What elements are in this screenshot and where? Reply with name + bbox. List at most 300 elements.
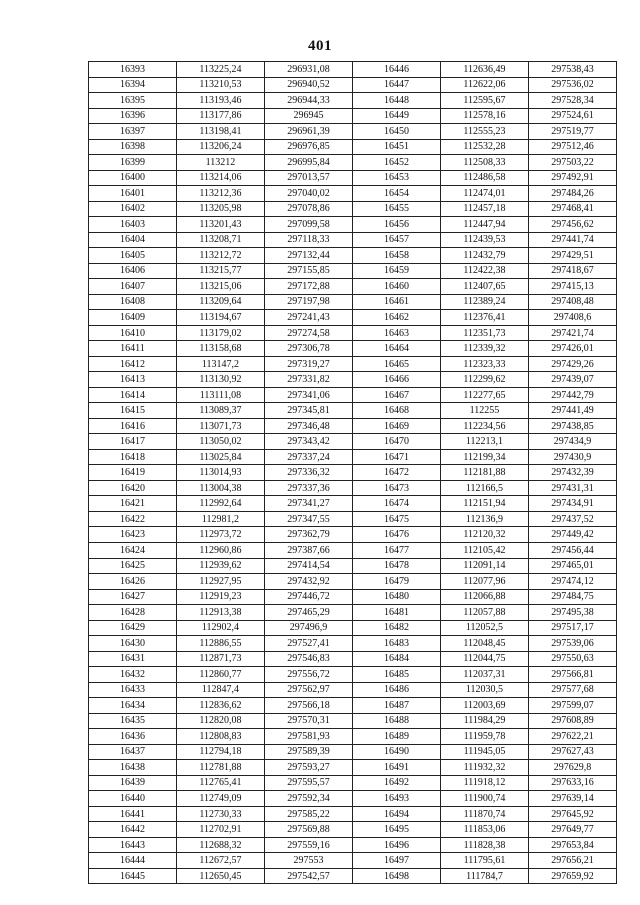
point-number-cell: 16406: [89, 263, 177, 279]
y-coordinate-cell: 297408,48: [529, 294, 617, 310]
point-number-cell: 16412: [89, 356, 177, 372]
y-coordinate-cell: 297421,74: [529, 325, 617, 341]
x-coordinate-cell: 112151,94: [441, 496, 529, 512]
point-number-cell: 16425: [89, 558, 177, 574]
x-coordinate-cell: 113111,08: [177, 387, 265, 403]
table-row: [89, 449, 617, 465]
y-coordinate-cell: 297553: [265, 853, 353, 869]
x-coordinate-cell: 113194,67: [177, 310, 265, 326]
y-coordinate-cell: 297432,39: [529, 465, 617, 481]
table-row: [89, 186, 617, 202]
table-row: [89, 760, 617, 776]
x-coordinate-cell: 112351,73: [441, 325, 529, 341]
x-coordinate-cell: 112323,33: [441, 356, 529, 372]
table-row: [89, 434, 617, 450]
point-number-cell: 16489: [353, 729, 441, 745]
y-coordinate-cell: 297566,81: [529, 667, 617, 683]
y-coordinate-cell: 297528,34: [529, 93, 617, 109]
x-coordinate-cell: 113210,53: [177, 77, 265, 93]
point-number-cell: 16414: [89, 387, 177, 403]
y-coordinate-cell: 297581,93: [265, 729, 353, 745]
y-coordinate-cell: 297434,9: [529, 434, 617, 450]
x-coordinate-cell: 112181,88: [441, 465, 529, 481]
x-coordinate-cell: 112044,75: [441, 651, 529, 667]
y-coordinate-cell: 297241,43: [265, 310, 353, 326]
point-number-cell: 16454: [353, 186, 441, 202]
x-coordinate-cell: 112919,23: [177, 589, 265, 605]
y-coordinate-cell: 297536,02: [529, 77, 617, 93]
point-number-cell: 16453: [353, 170, 441, 186]
x-coordinate-cell: 111795,61: [441, 853, 529, 869]
point-number-cell: 16444: [89, 853, 177, 869]
point-number-cell: 16407: [89, 279, 177, 295]
x-coordinate-cell: 112213,1: [441, 434, 529, 450]
y-coordinate-cell: 297336,32: [265, 465, 353, 481]
y-coordinate-cell: 297559,16: [265, 837, 353, 853]
x-coordinate-cell: 113158,68: [177, 341, 265, 357]
point-number-cell: 16495: [353, 822, 441, 838]
x-coordinate-cell: 112091,14: [441, 558, 529, 574]
point-number-cell: 16447: [353, 77, 441, 93]
y-coordinate-cell: 297570,31: [265, 713, 353, 729]
y-coordinate-cell: 297132,44: [265, 248, 353, 264]
y-coordinate-cell: 297512,46: [529, 139, 617, 155]
point-number-cell: 16445: [89, 868, 177, 884]
x-coordinate-cell: 113193,46: [177, 93, 265, 109]
y-coordinate-cell: 297599,07: [529, 698, 617, 714]
point-number-cell: 16442: [89, 822, 177, 838]
y-coordinate-cell: 297517,17: [529, 620, 617, 636]
x-coordinate-cell: 113206,24: [177, 139, 265, 155]
y-coordinate-cell: 297347,55: [265, 511, 353, 527]
y-coordinate-cell: 297653,84: [529, 837, 617, 853]
y-coordinate-cell: 297331,82: [265, 372, 353, 388]
table-row: [89, 542, 617, 558]
x-coordinate-cell: 111918,12: [441, 775, 529, 791]
y-coordinate-cell: 297622,21: [529, 729, 617, 745]
point-number-cell: 16422: [89, 511, 177, 527]
y-coordinate-cell: 296961,39: [265, 124, 353, 140]
y-coordinate-cell: 297414,54: [265, 558, 353, 574]
point-number-cell: 16426: [89, 574, 177, 590]
table-row: [89, 387, 617, 403]
x-coordinate-cell: 112457,18: [441, 201, 529, 217]
point-number-cell: 16396: [89, 108, 177, 124]
y-coordinate-cell: 297539,06: [529, 636, 617, 652]
x-coordinate-cell: 112234,56: [441, 418, 529, 434]
x-coordinate-cell: 112578,16: [441, 108, 529, 124]
x-coordinate-cell: 112622,06: [441, 77, 529, 93]
y-coordinate-cell: 297503,22: [529, 155, 617, 171]
point-number-cell: 16490: [353, 744, 441, 760]
x-coordinate-cell: 111853,06: [441, 822, 529, 838]
point-number-cell: 16401: [89, 186, 177, 202]
x-coordinate-cell: 112650,45: [177, 868, 265, 884]
point-number-cell: 16468: [353, 403, 441, 419]
point-number-cell: 16466: [353, 372, 441, 388]
table-row: [89, 139, 617, 155]
y-coordinate-cell: 297099,58: [265, 217, 353, 233]
point-number-cell: 16497: [353, 853, 441, 869]
x-coordinate-cell: 112277,65: [441, 387, 529, 403]
point-number-cell: 16416: [89, 418, 177, 434]
point-number-cell: 16475: [353, 511, 441, 527]
x-coordinate-cell: 112871,73: [177, 651, 265, 667]
table-row: [89, 837, 617, 853]
x-coordinate-cell: 112794,18: [177, 744, 265, 760]
table-row: [89, 496, 617, 512]
point-number-cell: 16441: [89, 806, 177, 822]
y-coordinate-cell: 296976,85: [265, 139, 353, 155]
x-coordinate-cell: 112973,72: [177, 527, 265, 543]
table-row: [89, 341, 617, 357]
y-coordinate-cell: 297438,85: [529, 418, 617, 434]
y-coordinate-cell: 296995,84: [265, 155, 353, 171]
x-coordinate-cell: 113201,43: [177, 217, 265, 233]
point-number-cell: 16403: [89, 217, 177, 233]
x-coordinate-cell: 112939,62: [177, 558, 265, 574]
x-coordinate-cell: 112057,88: [441, 605, 529, 621]
point-number-cell: 16398: [89, 139, 177, 155]
y-coordinate-cell: 296940,52: [265, 77, 353, 93]
x-coordinate-cell: 112902,4: [177, 620, 265, 636]
point-number-cell: 16415: [89, 403, 177, 419]
point-number-cell: 16433: [89, 682, 177, 698]
y-coordinate-cell: 297434,91: [529, 496, 617, 512]
point-number-cell: 16478: [353, 558, 441, 574]
point-number-cell: 16443: [89, 837, 177, 853]
point-number-cell: 16467: [353, 387, 441, 403]
x-coordinate-cell: 112836,62: [177, 698, 265, 714]
y-coordinate-cell: 297608,89: [529, 713, 617, 729]
point-number-cell: 16471: [353, 449, 441, 465]
point-number-cell: 16455: [353, 201, 441, 217]
y-coordinate-cell: 297569,88: [265, 822, 353, 838]
y-coordinate-cell: 297432,92: [265, 574, 353, 590]
table-row: [89, 170, 617, 186]
y-coordinate-cell: 297387,66: [265, 542, 353, 558]
point-number-cell: 16399: [89, 155, 177, 171]
point-number-cell: 16476: [353, 527, 441, 543]
x-coordinate-cell: 113198,41: [177, 124, 265, 140]
y-coordinate-cell: 297078,86: [265, 201, 353, 217]
y-coordinate-cell: 297442,79: [529, 387, 617, 403]
y-coordinate-cell: 297429,26: [529, 356, 617, 372]
x-coordinate-cell: 113214,06: [177, 170, 265, 186]
point-number-cell: 16465: [353, 356, 441, 372]
table-row: [89, 791, 617, 807]
table-row: [89, 108, 617, 124]
x-coordinate-cell: 111932,32: [441, 760, 529, 776]
table-row: [89, 558, 617, 574]
point-number-cell: 16395: [89, 93, 177, 109]
table-row: [89, 93, 617, 109]
point-number-cell: 16486: [353, 682, 441, 698]
x-coordinate-cell: 112860,77: [177, 667, 265, 683]
y-coordinate-cell: 297197,98: [265, 294, 353, 310]
y-coordinate-cell: 297306,78: [265, 341, 353, 357]
y-coordinate-cell: 297456,62: [529, 217, 617, 233]
x-coordinate-cell: 112066,88: [441, 589, 529, 605]
y-coordinate-cell: 297449,42: [529, 527, 617, 543]
y-coordinate-cell: 297439,07: [529, 372, 617, 388]
coordinates-table: [88, 61, 617, 884]
y-coordinate-cell: 297556,72: [265, 667, 353, 683]
point-number-cell: 16418: [89, 449, 177, 465]
table-row: [89, 651, 617, 667]
y-coordinate-cell: 296944,33: [265, 93, 353, 109]
table-row: [89, 868, 617, 884]
x-coordinate-cell: 112532,28: [441, 139, 529, 155]
point-number-cell: 16394: [89, 77, 177, 93]
y-coordinate-cell: 297627,43: [529, 744, 617, 760]
x-coordinate-cell: 112166,5: [441, 480, 529, 496]
x-coordinate-cell: 112886,55: [177, 636, 265, 652]
point-number-cell: 16439: [89, 775, 177, 791]
y-coordinate-cell: 297446,72: [265, 589, 353, 605]
point-number-cell: 16452: [353, 155, 441, 171]
x-coordinate-cell: 112120,32: [441, 527, 529, 543]
x-coordinate-cell: 113014,93: [177, 465, 265, 481]
point-number-cell: 16458: [353, 248, 441, 264]
point-number-cell: 16448: [353, 93, 441, 109]
table-row: [89, 480, 617, 496]
point-number-cell: 16408: [89, 294, 177, 310]
y-coordinate-cell: 297546,83: [265, 651, 353, 667]
point-number-cell: 16400: [89, 170, 177, 186]
x-coordinate-cell: 112688,32: [177, 837, 265, 853]
point-number-cell: 16485: [353, 667, 441, 683]
point-number-cell: 16451: [353, 139, 441, 155]
point-number-cell: 16492: [353, 775, 441, 791]
x-coordinate-cell: 112105,42: [441, 542, 529, 558]
point-number-cell: 16462: [353, 310, 441, 326]
x-coordinate-cell: 111784,7: [441, 868, 529, 884]
x-coordinate-cell: 112299,62: [441, 372, 529, 388]
y-coordinate-cell: 297337,36: [265, 480, 353, 496]
page-number: 401: [308, 38, 332, 54]
point-number-cell: 16472: [353, 465, 441, 481]
table-row: [89, 667, 617, 683]
x-coordinate-cell: 111870,74: [441, 806, 529, 822]
table-row: [89, 682, 617, 698]
y-coordinate-cell: 297345,81: [265, 403, 353, 419]
y-coordinate-cell: 297346,48: [265, 418, 353, 434]
x-coordinate-cell: 112636,49: [441, 62, 529, 78]
point-number-cell: 16434: [89, 698, 177, 714]
point-number-cell: 16474: [353, 496, 441, 512]
point-number-cell: 16430: [89, 636, 177, 652]
x-coordinate-cell: 112672,57: [177, 853, 265, 869]
point-number-cell: 16432: [89, 667, 177, 683]
x-coordinate-cell: 112136,9: [441, 511, 529, 527]
table-row: [89, 729, 617, 745]
x-coordinate-cell: 113208,71: [177, 232, 265, 248]
y-coordinate-cell: 297538,43: [529, 62, 617, 78]
table-row: [89, 574, 617, 590]
y-coordinate-cell: 297593,27: [265, 760, 353, 776]
x-coordinate-cell: 111900,74: [441, 791, 529, 807]
y-coordinate-cell: 297595,57: [265, 775, 353, 791]
y-coordinate-cell: 297649,77: [529, 822, 617, 838]
y-coordinate-cell: 297566,18: [265, 698, 353, 714]
table-row: [89, 589, 617, 605]
y-coordinate-cell: 297585,22: [265, 806, 353, 822]
x-coordinate-cell: 112781,88: [177, 760, 265, 776]
y-coordinate-cell: 297437,52: [529, 511, 617, 527]
point-number-cell: 16477: [353, 542, 441, 558]
point-number-cell: 16436: [89, 729, 177, 745]
table-row: [89, 217, 617, 233]
point-number-cell: 16450: [353, 124, 441, 140]
y-coordinate-cell: 297415,13: [529, 279, 617, 295]
point-number-cell: 16460: [353, 279, 441, 295]
x-coordinate-cell: 112992,64: [177, 496, 265, 512]
point-number-cell: 16423: [89, 527, 177, 543]
y-coordinate-cell: 297659,92: [529, 868, 617, 884]
x-coordinate-cell: 113179,02: [177, 325, 265, 341]
y-coordinate-cell: 297319,27: [265, 356, 353, 372]
x-coordinate-cell: 112595,67: [441, 93, 529, 109]
y-coordinate-cell: 297172,88: [265, 279, 353, 295]
point-number-cell: 16404: [89, 232, 177, 248]
x-coordinate-cell: 113177,86: [177, 108, 265, 124]
point-number-cell: 16410: [89, 325, 177, 341]
x-coordinate-cell: 112052,5: [441, 620, 529, 636]
y-coordinate-cell: 297362,79: [265, 527, 353, 543]
x-coordinate-cell: 111828,38: [441, 837, 529, 853]
table-row: [89, 527, 617, 543]
y-coordinate-cell: 297465,29: [265, 605, 353, 621]
table-row: [89, 279, 617, 295]
x-coordinate-cell: 112808,83: [177, 729, 265, 745]
y-coordinate-cell: 297633,16: [529, 775, 617, 791]
y-coordinate-cell: 297341,27: [265, 496, 353, 512]
x-coordinate-cell: 112981,2: [177, 511, 265, 527]
x-coordinate-cell: 113209,64: [177, 294, 265, 310]
x-coordinate-cell: 112030,5: [441, 682, 529, 698]
y-coordinate-cell: 297441,74: [529, 232, 617, 248]
y-coordinate-cell: 297456,44: [529, 542, 617, 558]
table-row: [89, 806, 617, 822]
point-number-cell: 16482: [353, 620, 441, 636]
x-coordinate-cell: 112847,4: [177, 682, 265, 698]
y-coordinate-cell: 297426,01: [529, 341, 617, 357]
x-coordinate-cell: 112730,33: [177, 806, 265, 822]
x-coordinate-cell: 112486,58: [441, 170, 529, 186]
table-row: [89, 263, 617, 279]
y-coordinate-cell: 297274,58: [265, 325, 353, 341]
point-number-cell: 16431: [89, 651, 177, 667]
x-coordinate-cell: 113025,84: [177, 449, 265, 465]
x-coordinate-cell: 112702,91: [177, 822, 265, 838]
point-number-cell: 16463: [353, 325, 441, 341]
point-number-cell: 16483: [353, 636, 441, 652]
x-coordinate-cell: 112432,79: [441, 248, 529, 264]
y-coordinate-cell: 297519,77: [529, 124, 617, 140]
y-coordinate-cell: 297040,02: [265, 186, 353, 202]
point-number-cell: 16487: [353, 698, 441, 714]
x-coordinate-cell: 113130,92: [177, 372, 265, 388]
point-number-cell: 16457: [353, 232, 441, 248]
y-coordinate-cell: 297492,91: [529, 170, 617, 186]
y-coordinate-cell: 297496,9: [265, 620, 353, 636]
point-number-cell: 16435: [89, 713, 177, 729]
point-number-cell: 16459: [353, 263, 441, 279]
point-number-cell: 16481: [353, 605, 441, 621]
y-coordinate-cell: 296931,08: [265, 62, 353, 78]
x-coordinate-cell: 112048,45: [441, 636, 529, 652]
point-number-cell: 16411: [89, 341, 177, 357]
table-row: [89, 310, 617, 326]
table-row: [89, 853, 617, 869]
y-coordinate-cell: 297484,26: [529, 186, 617, 202]
table-row: [89, 155, 617, 171]
table-row: [89, 713, 617, 729]
point-number-cell: 16437: [89, 744, 177, 760]
table-row: [89, 325, 617, 341]
x-coordinate-cell: 112422,38: [441, 263, 529, 279]
y-coordinate-cell: 297484,75: [529, 589, 617, 605]
table-row: [89, 511, 617, 527]
table-row: [89, 418, 617, 434]
table-row: [89, 372, 617, 388]
table-row: [89, 636, 617, 652]
x-coordinate-cell: 112913,38: [177, 605, 265, 621]
y-coordinate-cell: 297629,8: [529, 760, 617, 776]
point-number-cell: 16420: [89, 480, 177, 496]
x-coordinate-cell: 111945,05: [441, 744, 529, 760]
point-number-cell: 16427: [89, 589, 177, 605]
x-coordinate-cell: 113212,36: [177, 186, 265, 202]
point-number-cell: 16480: [353, 589, 441, 605]
point-number-cell: 16473: [353, 480, 441, 496]
x-coordinate-cell: 113071,73: [177, 418, 265, 434]
point-number-cell: 16438: [89, 760, 177, 776]
y-coordinate-cell: 296945: [265, 108, 353, 124]
x-coordinate-cell: 112199,34: [441, 449, 529, 465]
table-row: [89, 62, 617, 78]
x-coordinate-cell: 113212: [177, 155, 265, 171]
y-coordinate-cell: 297495,38: [529, 605, 617, 621]
y-coordinate-cell: 297441,49: [529, 403, 617, 419]
x-coordinate-cell: 112474,01: [441, 186, 529, 202]
table-row: [89, 77, 617, 93]
table-row: [89, 294, 617, 310]
point-number-cell: 16461: [353, 294, 441, 310]
point-number-cell: 16417: [89, 434, 177, 450]
y-coordinate-cell: 297418,67: [529, 263, 617, 279]
y-coordinate-cell: 297592,34: [265, 791, 353, 807]
point-number-cell: 16491: [353, 760, 441, 776]
y-coordinate-cell: 297429,51: [529, 248, 617, 264]
point-number-cell: 16449: [353, 108, 441, 124]
y-coordinate-cell: 297639,14: [529, 791, 617, 807]
point-number-cell: 16419: [89, 465, 177, 481]
x-coordinate-cell: 112927,95: [177, 574, 265, 590]
x-coordinate-cell: 112389,24: [441, 294, 529, 310]
point-number-cell: 16446: [353, 62, 441, 78]
x-coordinate-cell: 113089,37: [177, 403, 265, 419]
point-number-cell: 16428: [89, 605, 177, 621]
y-coordinate-cell: 297474,12: [529, 574, 617, 590]
point-number-cell: 16493: [353, 791, 441, 807]
point-number-cell: 16470: [353, 434, 441, 450]
table-row: [89, 620, 617, 636]
table-row: [89, 232, 617, 248]
point-number-cell: 16409: [89, 310, 177, 326]
x-coordinate-cell: 113215,77: [177, 263, 265, 279]
